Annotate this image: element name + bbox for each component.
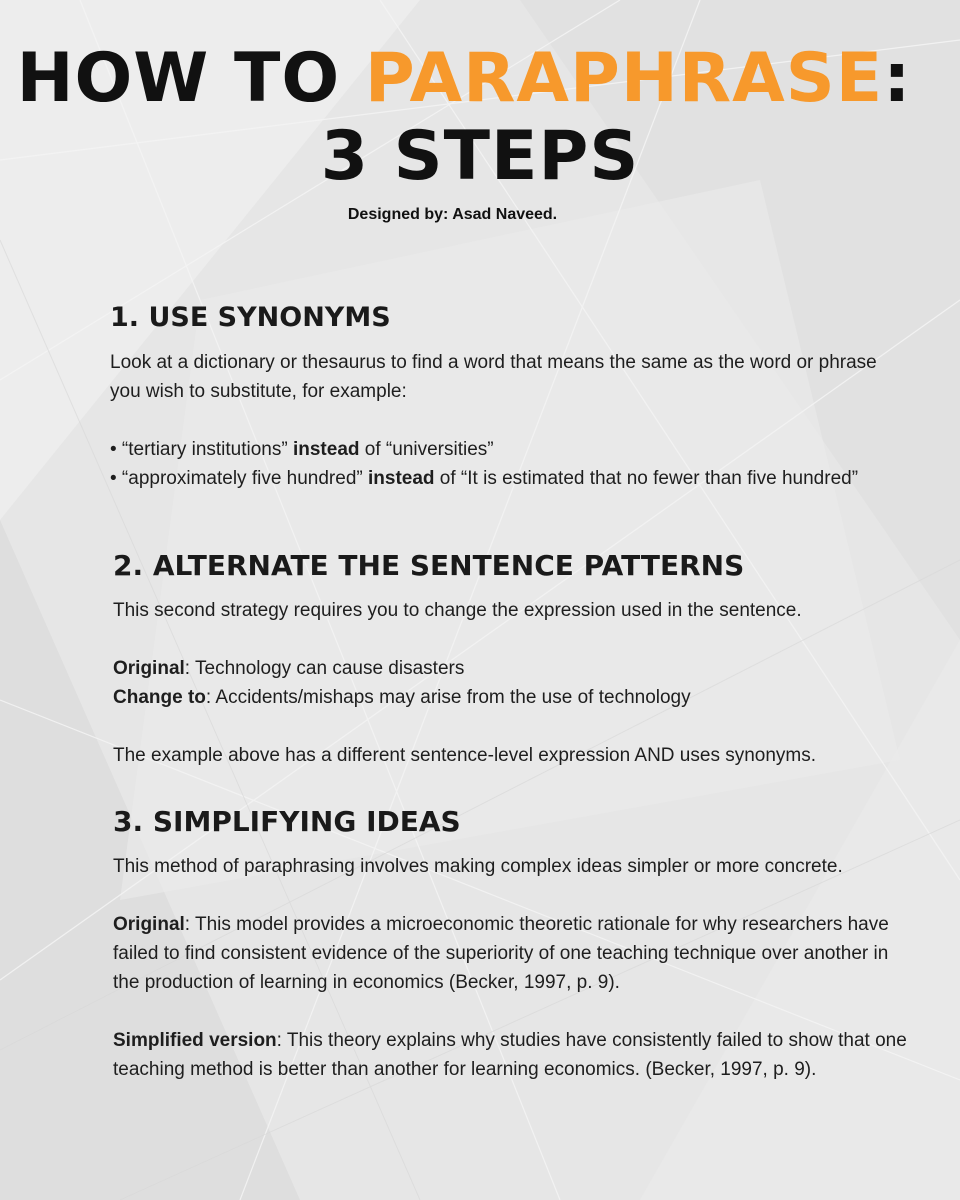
title-prefix: HOW TO [16,39,365,118]
section-use-synonyms [110,298,910,493]
synonym-example-2: • “approximately five hundred” instead of “It is estimated that no fewer than five hundred” [110,468,859,489]
section-heading: 3. SIMPLIFYING IDEAS [113,805,461,838]
original-example: Original: This model provides a microeconomic theoretic rationale for why researchers have failed to find consistent evidence of the superiority of one teaching technique over another in the production of learning in economics (Becker, 1997, p. 9). [113,914,889,993]
section-simplifying-ideas [113,802,913,1084]
page-title [0,40,960,196]
section-intro: Look at a dictionary or thesaurus to find a word that means the same as the word or phrase you wish to substitute, for example: [110,352,877,402]
synonym-example-1: • “tertiary institutions” instead of “universities” [110,439,494,460]
simplified-example: Simplified version: This theory explains why studies have consistently failed to show that one teaching method is better than another for learning economics. (Becker, 1997, p. 9). [113,1030,907,1080]
section-intro: This second strategy requires you to change the expression used in the sentence. [113,600,802,621]
title-colon: : [883,39,912,118]
title-line-2: 3 STEPS [320,117,640,196]
title-line-1 [0,40,944,118]
title-accent-word: PARAPHRASE [364,39,884,118]
section-heading: 2. ALTERNATE THE SENTENCE PATTERNS [113,549,745,582]
original-example: Original: Technology can cause disasters [113,658,465,679]
section-alternate-sentence-patterns [113,546,913,770]
section-intro: This method of paraphrasing involves making complex ideas simpler or more concrete. [113,856,843,877]
designer-credit: Designed by: Asad Naveed. [347,206,558,223]
section-note: The example above has a different sentence-level expression AND uses synonyms. [113,745,817,766]
section-heading: 1. USE SYNONYMS [110,302,391,333]
changed-example: Change to: Accidents/mishaps may arise from the use of technology [113,687,691,708]
